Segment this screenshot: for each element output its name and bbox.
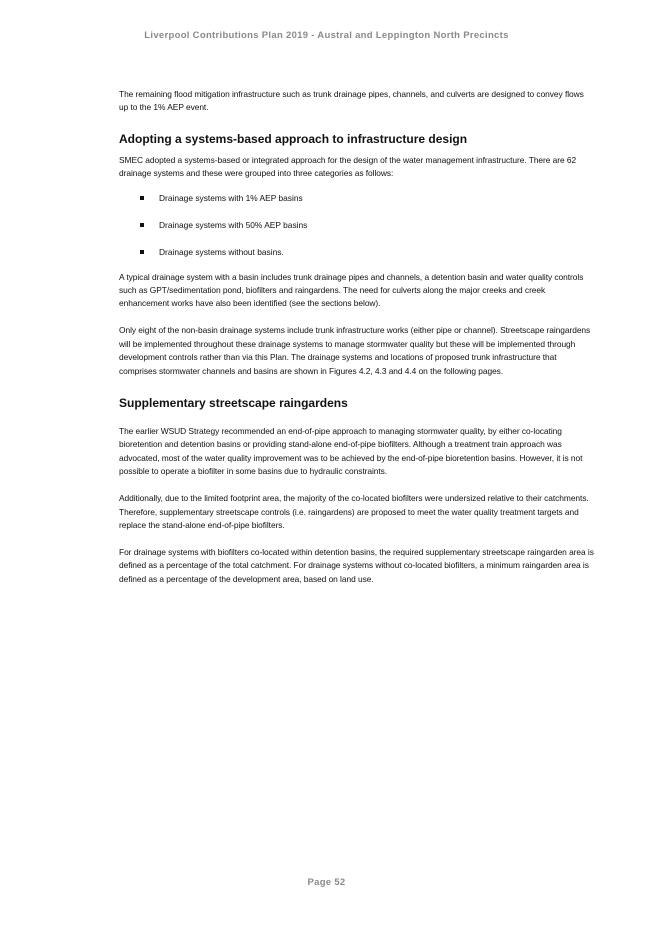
drainage-categories-list bbox=[119, 192, 595, 259]
list-item: Drainage systems with 50% AEP basins bbox=[119, 219, 595, 232]
paragraph-smec-approach: SMEC adopted a systems-based or integrated approach for the design of the water management infrastructure. There are 62 drainage systems and these were grouped into three categories as follows: bbox=[119, 154, 577, 179]
paragraph-footprint: Additionally, due to the limited footprint area, the majority of the co-located biofilters were undersized relative to their catchments. Therefore, supplementary streetscape controls (i.e. raingardens) are proposed to meet the water quality treatment targets and replace the stand-alone end-of-pipe biofilters. bbox=[119, 493, 589, 530]
page-header: Liverpool Contributions Plan 2019 - Austral and Leppington North Precincts bbox=[144, 30, 509, 41]
section-heading-systems-approach: Adopting a systems-based approach to infrastructure design bbox=[119, 131, 468, 146]
paragraph-non-basin-systems: Only eight of the non-basin drainage systems include trunk infrastructure works (either pipe or channel). Streetscape raingardens will be implemented throughout these drainage systems to manage stormwater quality but these will be implemented through development controls rather than via this Plan. The drainage systems and locations of proposed trunk infrastructure that comprises stormwater channels and basins are shown in Figures 4.2, 4.3 and 4.4 on the following pages. bbox=[119, 325, 591, 376]
paragraph-raingarden-area: For drainage systems with biofilters co-located within detention basins, the required supplementary streetscape raingarden area is defined as a percentage of the total catchment. For drainage systems without co-located biofilters, a minimum raingarden area is defined as a percentage of the development area, based on land use. bbox=[119, 546, 594, 584]
page-number: Page 52 bbox=[307, 877, 346, 888]
paragraph-wsud-strategy: The earlier WSUD Strategy recommended an end-of-pipe approach to managing stormwater quality, by either co-locating bioretention and detention basins or providing stand-alone end-of-pipe biofilters. Although a treatment train approach was advocated, most of the water quality improvement was to be achieved by the end-of-pipe bioretention basins. However, it is not possible to operate a biofilter in some basins due to hydraulic constraints. bbox=[119, 425, 583, 477]
paragraph-typical-system: A typical drainage system with a basin includes trunk drainage pipes and channels, a detention basin and water quality controls such as GPT/sedimentation pond, biofilters and raingardens. The need for culverts along the major creeks and creek enhancement works have also been identified (see the sections below). bbox=[119, 271, 584, 309]
list-item: Drainage systems without basins. bbox=[119, 246, 595, 259]
list-item: Drainage systems with 1% AEP basins bbox=[119, 192, 595, 205]
intro-paragraph: The remaining flood mitigation infrastructure such as trunk drainage pipes, channels, and culverts are designed to convey flows up to the 1% AEP event. bbox=[119, 89, 584, 113]
document-body bbox=[119, 88, 595, 586]
section-heading-streetscape-raingardens: Supplementary streetscape raingardens bbox=[119, 395, 348, 410]
